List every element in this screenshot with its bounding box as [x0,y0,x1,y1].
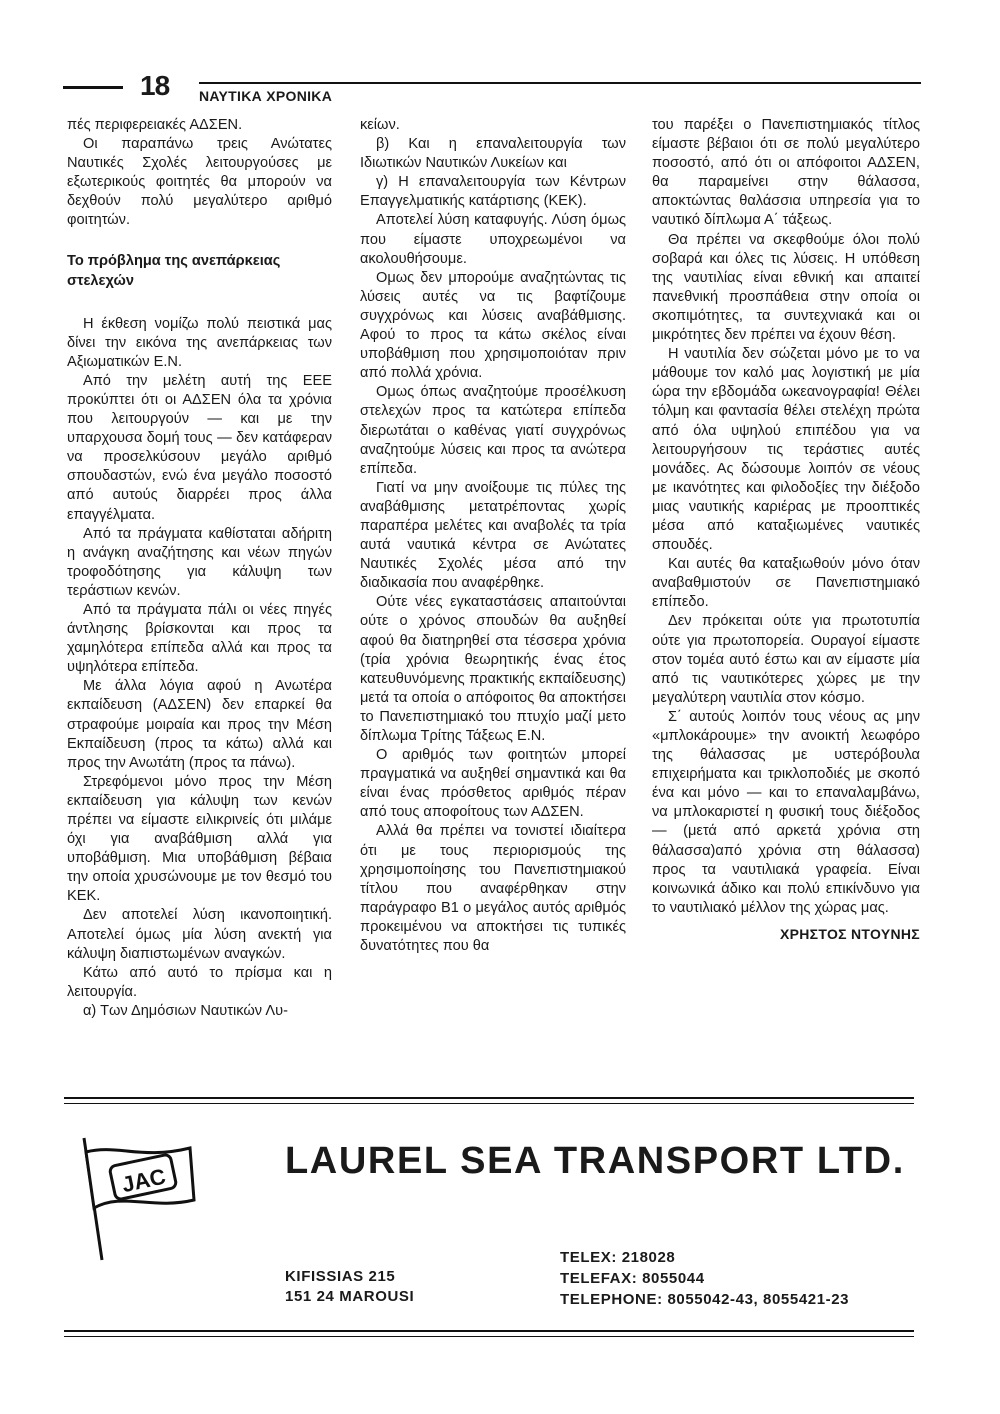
separator-rule [64,1103,914,1104]
flag-icon [72,1130,197,1265]
separator-rule [64,1097,914,1099]
paragraph: Με άλλα λόγια αφού η Ανωτέρα εκπαίδευση (ΑΔΣΕΝ) δεν επαρκεί θα στραφούμε μοιραία και προς την Μέση Εκπαίδευση (προς τα κάτω) αλλά και προς την Ανωτάτη (προς τα πάνω). [67,678,332,771]
paragraph: β) Και η επαναλειτουργία των Ιδιωτικών Ναυτικών Λυκείων και [360,136,626,172]
address-line-2: 151 24 MAROUSI [285,1288,415,1305]
separator-rule [64,1336,914,1337]
paragraph: κείων. [360,117,400,133]
paragraph: Από τα πράγματα καθίσταται αδήριτη η ανάγκη αναζήτησης και νέων πηγών τροφοδότησης για κάλυψη των τεράστιων κενών. [67,525,332,599]
company-contacts [560,1247,849,1310]
paragraph: Δεν αποτελεί λύση ικανοποιητική. Αποτελεί όμως μία λύση ανεκτή για κάλυψη διαπιστωμένων αναγκών. [67,907,332,962]
publication-title: ΝΑΥΤΙΚΑ ΧΡΟΝΙΚΑ [199,88,333,104]
address-line-1: KIFISSIAS 215 [285,1268,396,1285]
jac-flag-logo [72,1130,197,1270]
paragraph: Κάτω από αυτό το πρίσμα και η λειτουργία. [67,964,332,1000]
paragraph: Η ναυτιλία δεν σώζεται μόνο με το να μάθουμε τον καλό μας λογιστική με μία ώρα την εβδομάδα ωκεανογραφία! Θέλει τόλμη και φαντασία θέλει στελέχη πρώτα από όλα υψηλού επιπέδου για να λειτουργήσουν τις τεράστιες αυτές μονάδες. Ας δώσουμε λοιπόν σε νέους με ικανότητες και φιλοδοξίες την διέξοδο μιας ναυτικής καριέρας με προοπτικές μέσα από καταξιωμένες ναυτικές σπουδές. [652,346,920,554]
paragraph: Αποτελεί λύση καταφυγής. Λύση όμως που είμαστε υποχρεωμένοι να ακολουθήσουμε. [360,212,626,267]
paragraph: πές περιφερειακές ΑΔΣΕΝ. [67,117,243,133]
paragraph: Γιατί να μην ανοίξουμε τις πύλες της αναβάθμισης μετατρέποντας χωρίς παραπέρα μελέτες και αναβολές τα τρία αυτά ναυτικά κέντρα σε Ανώτατες Ναυτικές Σχολές μέσα από την διαδικασία που αναφέρθηκε. [360,479,626,592]
section-heading: Το πρόβλημα της ανεπάρκειας στελεχών [67,252,281,289]
article-column-3 [652,116,920,944]
page-number: 18 [140,70,170,101]
paragraph: γ) Η επαναλειτουργία των Κέντρων Επαγγελματικής κατάρτισης (ΚΕΚ). [360,174,626,210]
header-rule-left [63,86,123,89]
paragraph: Από την μελέτη αυτή της ΕΕΕ προκύπτει ότι οι ΑΔΣΕΝ όλα τα χρόνια που λειτουργούν — και με την υπαρχουσα δομή τους — δεν κατάφεραν να προσελκύσουν μεγάλο αριθμό σπουδαστών, ενώ ένα μεγάλο ποσοστό από αυτούς διαρρέει προς άλλα επαγγέλματα. [67,372,332,523]
paragraph: Σ΄ αυτούς λοιπόν τους νέους ας μην «μπλοκάρουμε» την ανοικτή λεωφόρο της θάλασσας με υστερόβουλα επιχειρήματα και τρικλοποδιές με σκοπό ένα και μόνο — και το επαναλαμβάνω, να μπλοκαριστεί η φυσική τους διέξοδος — (μετά από αρκετά χρόνια στη θάλασσα)από χρόνια στη θάλασσα) προς τα ναυτιλιακά γραφεία. Είναι κοινωνικά άδικο και πολύ επικίνδυνο για το ναυτιλιακό μέλλον της χώρας μας. [652,708,920,916]
telex: TELEX: 218028 [560,1249,676,1266]
header-rule-right [199,82,921,84]
company-name: LAUREL SEA TRANSPORT LTD. [285,1140,905,1182]
flag-label: JAC [119,1163,168,1198]
separator-rule [64,1330,914,1332]
author-signature: ΧΡΗΣΤΟΣ ΝΤΟΥΝΗΣ [779,925,920,942]
paragraph: Ομως δεν μπορούμε αναζητώντας τις λύσεις αυτές να τις βαφτίζουμε συγχρόνως και λύσεις αναβάθμισης. Αφού το προς τα κάτω σκέλος είναι υποβάθμιση που χρησιμοποιόταν πριν από πολλά χρόνια. [360,269,626,382]
telephone: TELEPHONE: 8055042-43, 8055421-23 [560,1291,850,1308]
paragraph: Αλλά θα πρέπει να τονιστεί ιδιαίτερα ότι με τους περιορισμούς της χρησιμοποίησης του Πανεπιστημιακού τίτλου που αναφέρθηκαν στην παράγραφο Β1 ο μεγάλος αυτός αριθμός προκειμένου να αποκτήσει τις τυπικές δυνατότητες που θα [360,823,626,955]
paragraph: Ούτε νέες εγκαταστάσεις απαιτούνται ούτε ο χρόνος σπουδών θα αυξηθεί αφού θα διατηρηθεί στα τέσσερα χρόνια (τρία χρόνια θεωρητικής ένας έτος κατευθυνόμενης πρακτικής εκπαίδευσης) μετά τα οποία ο απόφοιτος θα αποκτήσει το Πανεπιστημιακό του πτυχίο μαζί μετο δίπλωμα Τρίτης Τάξεως Ε.Ν. [360,594,626,744]
paragraph: Ομως όπως αναζητούμε προσέλκυση στελεχών προς τα κατώτερα επίπεδα διερωτάται ο καθένας γιατί συγχρόνως αναζητούμε λύσεις και προς τα ανώτερα επίπεδα. [360,384,626,477]
paragraph: Οι παραπάνω τρεις Ανώτατες Ναυτικές Σχολές λειτουργούσες με εξωτερικούς φοιτητές θα μπορούν να δεχθούν πολύ μεγαλύτερο αριθμό φοιτητών. [67,136,332,229]
telefax: TELEFAX: 8055044 [560,1270,705,1287]
paragraph: Δεν πρόκειται ούτε για πρωτοτυπία ούτε για πρωτοπορεία. Ουραγοί είμαστε στον τομέα αυτό έστω και αν είμαστε μία από τις ναυτικότερες χώρες με την μεγαλύτερη ναυτιλία στον κόσμο. [652,613,920,706]
paragraph: Από τα πράγματα πάλι οι νέες πηγές άντλησης βρίσκονται και προς τα χαμηλότερα επίπεδα αλλά και προς τα υψηλότερα επίπεδα. [67,601,332,676]
paragraph: Θα πρέπει να σκεφθούμε όλοι πολύ σοβαρά και όλες τις λύσεις. Η υπόθεση της ναυτιλίας είναι εθνική και απαιτεί πανεθνική προσπάθεια στην οποία οι σκοπιμότητες, τα συντεχνιακά και οι μικρότητες δεν πρέπει να έχουν θέση. [652,231,920,344]
paragraph: Ο αριθμός των φοιτητών μπορεί πραγματικά να αυξηθεί σημαντικά και θα είναι ένας πρόσθετος αριθμός πέραν από τους αποφοίτους των ΑΔΣΕΝ. [360,747,626,821]
article-column-1 [67,116,332,1021]
paragraph: α) Των Δημόσιων Ναυτικών Λυ- [83,1002,288,1019]
paragraph: Και αυτές θα καταξιωθούν μόνο όταν αναβαθμιστούν σε Πανεπιστημιακό επίπεδο. [652,556,920,611]
article-column-2 [360,116,626,956]
company-address [285,1267,414,1307]
paragraph: Η έκθεση νομίζω πολύ πειστικά μας δίνει την εικόνα της ανεπάρκειας των Αξιωματικών Ε.Ν. [67,315,332,370]
paragraph: του παρέξει ο Πανεπιστημιακός τίτλος είμαστε βέβαιοι ότι σε πολύ μεγαλύτερο ποσοστό, από ότι οι απόφοιτοι ΑΔΣΕΝ, θα παραμείνει στην θάλασσα, αποκτώντας θαλάσσια υπηρεσία για το ναυτικό δίπλωμα Α΄ τάξεως. [652,117,920,229]
paragraph: Στρεφόμενοι μόνο προς την Μέση εκπαίδευση για κάλυψη των κενών πρέπει να είμαστε ειλικρινείς ότι μιλάμε όχι για αναβάθμιση αλλά για υποβάθμιση. Μια υποβάθμιση βέβαια την οποία χρυσώνουμε με τον θεσμό του ΚΕΚ. [67,773,332,905]
